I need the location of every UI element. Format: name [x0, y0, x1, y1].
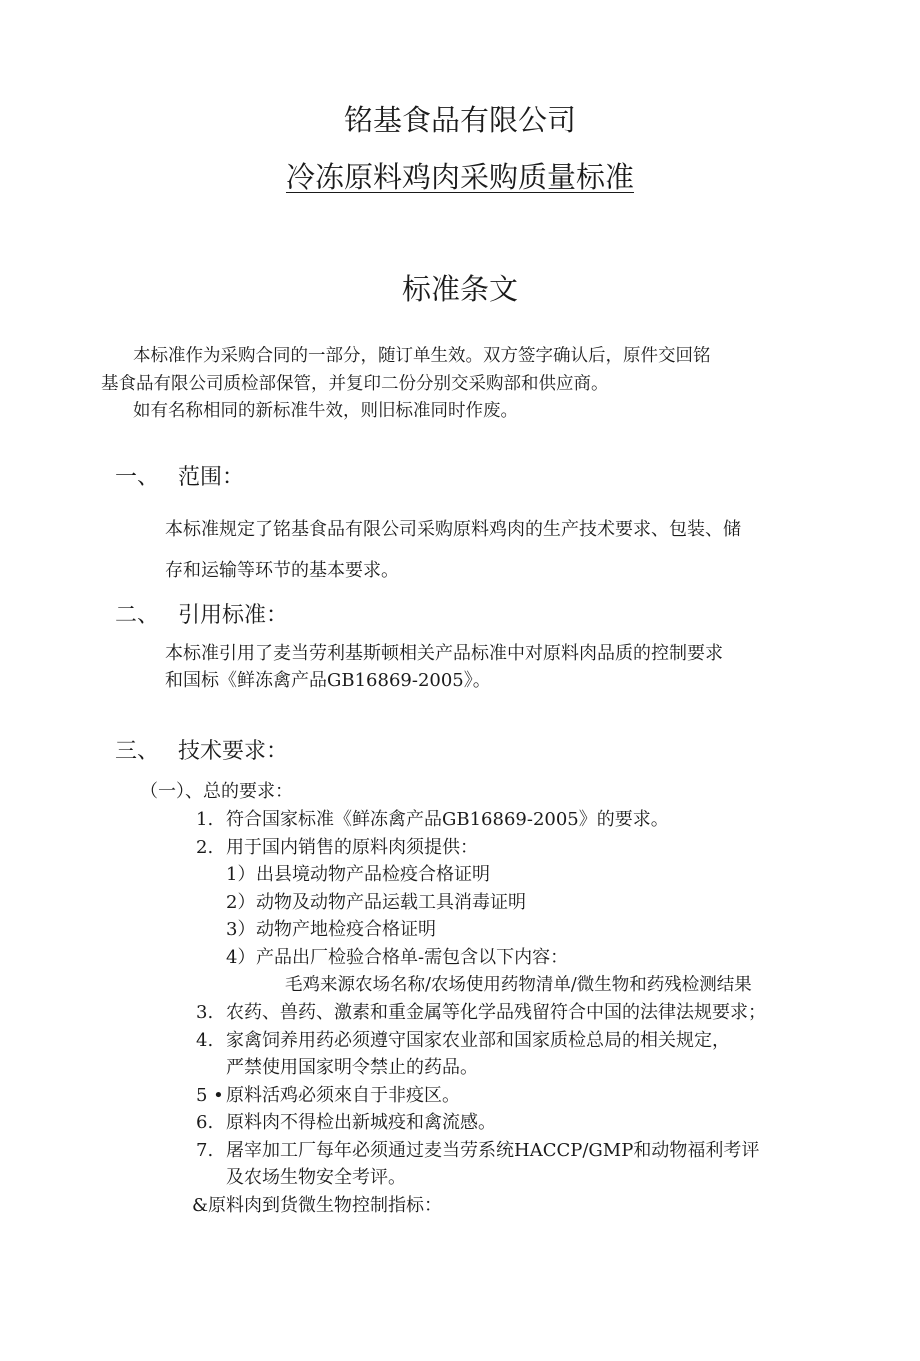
- item-number: &: [192, 1195, 209, 1216]
- sub-list-item: [226, 943, 568, 969]
- section-heading: 标准条文: [401, 272, 518, 306]
- general-requirements-heading: （一）、总的要求：: [140, 781, 293, 802]
- intro-line-2: 基食品有限公司质检部保管，并复印二份分别交采购部和供应商。: [101, 374, 609, 394]
- list-item: [196, 1026, 730, 1052]
- sub-item-text: 产品出厂检验合格单-需包含以下内容：: [256, 947, 569, 968]
- sub-item-text: 动物及动物产品运载工具消毒证明: [256, 892, 526, 913]
- section-1-line-1: 本标准规定了铭基食品有限公司采购原料鸡肉的生产技术要求、包装、储: [165, 519, 741, 540]
- sub-item-detail: 毛鸡来源农场名称/农场使用药物清单/微生物和药残检测结果: [285, 975, 752, 995]
- item-text: 原料肉不得检出新城疫和禽流感。: [226, 1112, 496, 1133]
- item-continuation: 及农场生物安全考评。: [226, 1167, 406, 1188]
- item-text: 符合国家标准《鲜冻禽产品GB16869-2005》的要求。: [226, 809, 669, 830]
- list-item: [192, 1191, 442, 1217]
- item-text: 用于国内销售的原料肉须提供：: [226, 837, 478, 858]
- sub-list-item: [226, 888, 526, 914]
- sub-item-text: 出县境动物产品检疫合格证明: [256, 864, 490, 885]
- item-text: 原料活鸡必须來自于非疫区。: [226, 1085, 460, 1106]
- item-number: 2.: [196, 837, 214, 858]
- sub-item-number: 4）: [226, 947, 256, 968]
- item-number: 5 •: [196, 1085, 224, 1106]
- list-item: [196, 1081, 460, 1107]
- section-title: 引用标准：: [178, 603, 289, 628]
- list-item: [196, 1108, 496, 1134]
- section-number: 二、: [115, 603, 160, 628]
- company-name: 铭基食品有限公司: [343, 103, 576, 137]
- section-2-heading: [115, 598, 288, 629]
- document-title-text: 冷冻原料鸡肉采购质量标准: [285, 160, 634, 194]
- section-number: 三、: [115, 739, 160, 764]
- section-title: 范围：: [178, 465, 245, 490]
- item-number: 7.: [196, 1140, 214, 1161]
- section-title: 技术要求：: [178, 739, 289, 764]
- item-text: 屠宰加工厂每年必须通过麦当劳系统HACCP/GMP和动物福利考评: [226, 1140, 760, 1161]
- list-item: [196, 998, 766, 1024]
- item-number: 6.: [196, 1112, 214, 1133]
- sub-item-number: 1）: [226, 864, 256, 885]
- intro-line-3: 如有名称相同的新标准牛效，则旧标准同时作废。: [133, 401, 518, 421]
- section-1-line-2: 存和运输等环节的基本要求。: [165, 560, 399, 581]
- item-number: 4.: [196, 1030, 214, 1051]
- item-number: 1.: [196, 809, 214, 830]
- section-1-heading: [115, 460, 244, 491]
- item-text: 家禽饲养用药必须遵守国家农业部和国家质检总局的相关规定，: [226, 1030, 730, 1051]
- sub-list-item: [226, 860, 490, 886]
- document-title: [0, 155, 920, 196]
- sub-item-text: 动物产地检疫合格证明: [256, 919, 436, 940]
- sub-list-item: [226, 915, 436, 941]
- section-3-heading: [115, 734, 288, 765]
- section-2-line-2: 和国标《鲜冻禽产品GB16869-2005》。: [165, 670, 491, 691]
- list-item: [196, 1136, 759, 1162]
- item-continuation: 严禁使用国家明令禁止的药品。: [226, 1057, 478, 1078]
- list-item: [196, 833, 478, 859]
- sub-item-number: 3）: [226, 919, 256, 940]
- item-number: 3.: [196, 1002, 214, 1023]
- intro-line-1: 本标准作为采购合同的一部分，随订单生效。双方签字确认后，原件交回铭: [133, 346, 711, 366]
- sub-item-number: 2）: [226, 892, 256, 913]
- list-item: [196, 805, 669, 831]
- item-text: 农药、兽药、激素和重金属等化学品残留符合中国的法律法规要求；: [226, 1002, 766, 1023]
- item-text: 原料肉到货微生物控制指标：: [208, 1195, 443, 1216]
- section-number: 一、: [115, 465, 160, 490]
- section-2-line-1: 本标准引用了麦当劳利基斯顿相关产品标准中对原料肉品质的控制要求: [165, 643, 723, 664]
